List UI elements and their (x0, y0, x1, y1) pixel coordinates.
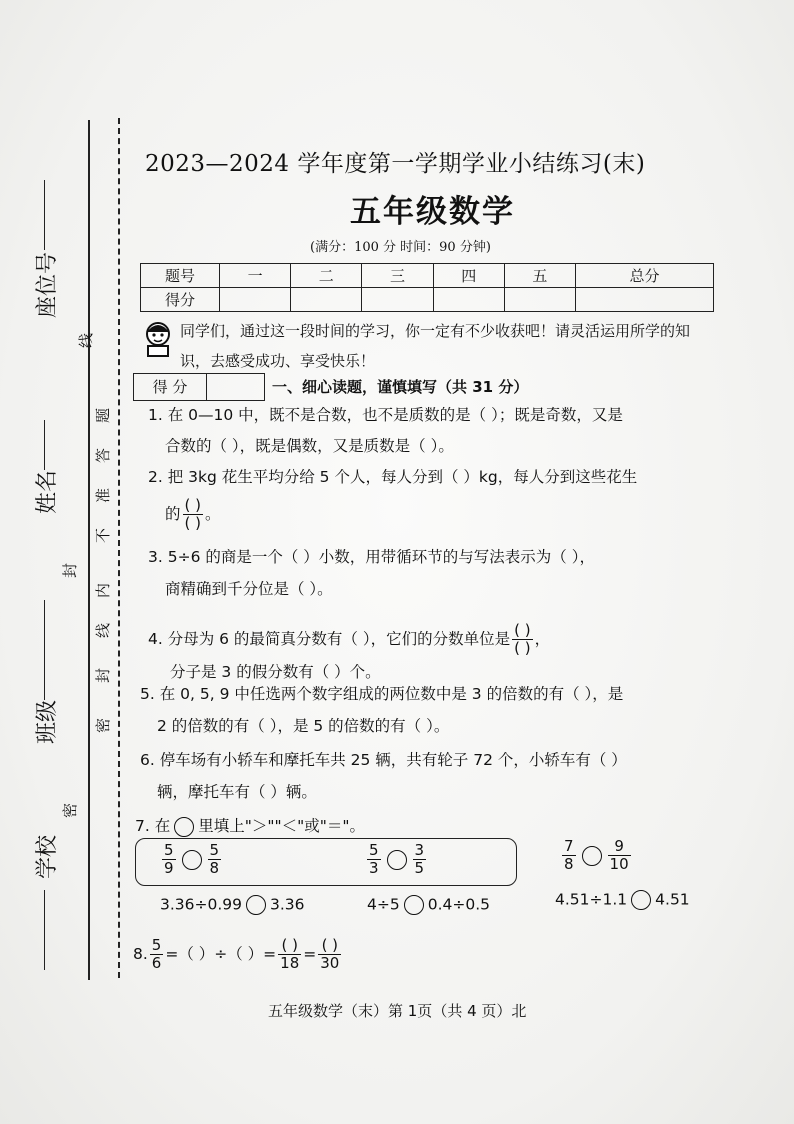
score-input-cell[interactable] (291, 288, 362, 312)
seat-number-line (44, 180, 45, 250)
warning-char-3: 准 (94, 487, 113, 504)
question-6-line2: 辆，摩托车有（ ）辆。 (157, 783, 317, 801)
compare-5-9-vs-5-8: $\frac{5}{9}$ $\frac{5}{8}$ (164, 841, 220, 877)
question-7-instruction: 里填上"＞""＜"或"＝"。 (198, 817, 365, 835)
question-4-line1: 4. 分母为 6 的最简真分数有（ ），它们的分数单位是 $\frac{( )}{( )}$ ， (148, 621, 551, 657)
warning-char-8: 密 (94, 717, 113, 734)
warning-char-2: 答 (94, 447, 113, 464)
warning-char-7: 封 (94, 667, 113, 684)
student-mascot-icon (138, 318, 178, 358)
question-5-line1: 5. 在 0, 5, 9 中任选两个数字组成的两位数中是 3 的倍数的有（ ），是 (140, 685, 624, 703)
score-table-cell: 一 (220, 264, 291, 288)
class-label: 班级 (35, 700, 60, 745)
compare-7-8-vs-9-10: $\frac{7}{8}$ $\frac{9}{10}$ (564, 837, 629, 873)
answer-circle[interactable] (246, 895, 266, 915)
score-table-cell: 题号 (141, 264, 220, 288)
seal-char-seal: 封 (61, 562, 80, 579)
score-table-header-row (141, 264, 714, 288)
answer-fraction-blank[interactable]: $\frac{( )}{( )}$ (184, 496, 201, 532)
section1-score-label: 得 分 (134, 374, 207, 400)
school-line (44, 890, 45, 970)
subject-title: 五年级数学 (350, 194, 515, 230)
score-input-cell[interactable] (504, 288, 575, 312)
compare-5-3-vs-3-5: $\frac{5}{3}$ $\frac{3}{5}$ (369, 841, 425, 877)
seal-char-line: 线 (77, 332, 96, 349)
question-5-line2: 2 的倍数的有（ ），是 5 的倍数的有（ ）。 (157, 717, 450, 735)
score-table-cell: 五 (504, 264, 575, 288)
answer-circle[interactable] (582, 846, 602, 866)
section1-score-input[interactable] (207, 374, 264, 400)
score-input-cell[interactable] (433, 288, 504, 312)
section1-title: 一、细心读题，谨慎填写（共 31 分） (272, 378, 529, 396)
warning-char-1: 题 (94, 407, 113, 424)
score-table-cell: 三 (362, 264, 433, 288)
score-input-cell[interactable] (220, 288, 291, 312)
score-input-cell[interactable] (362, 288, 433, 312)
seal-char-secret: 密 (61, 802, 80, 819)
school-label: 学校 (35, 835, 60, 880)
question-7-line1 (135, 814, 365, 837)
score-table-score-row (141, 288, 714, 312)
question-1-line2: 合数的（ ），既是偶数，又是质数是（ ）。 (165, 437, 454, 455)
compare-division-b: 4÷5 0.4÷0.5 (367, 895, 491, 914)
score-table-cell: 四 (433, 264, 504, 288)
score-table (140, 263, 714, 312)
warning-char-4: 不 (94, 527, 113, 544)
class-line (44, 600, 45, 700)
warning-char-5: 内 (94, 582, 113, 599)
section1-score-box (133, 373, 265, 401)
seat-number-label: 座位号 (35, 252, 60, 319)
question-2-prefix: 的 (165, 505, 181, 523)
answer-circle[interactable] (404, 895, 424, 915)
answer-fraction-blank[interactable]: $\frac{( )}{30}$ (320, 936, 340, 972)
answer-circle[interactable] (631, 890, 651, 910)
answer-fraction-blank[interactable]: $\frac{( )}{18}$ (280, 936, 300, 972)
name-label: 姓名 (35, 470, 60, 515)
score-table-cell: 二 (291, 264, 362, 288)
answer-circle[interactable] (387, 850, 407, 870)
binding-line-outer (88, 120, 90, 980)
question-7-prefix: 7. 在 (135, 817, 171, 835)
question-2-line2: 的 $\frac{( )}{( )}$ 。 (165, 496, 221, 532)
name-line (44, 420, 45, 470)
question-4-text: 4. 分母为 6 的最简真分数有（ ），它们的分数单位是 (148, 630, 511, 648)
question-6-line1: 6. 停车场有小轿车和摩托车共 25 辆，共有轮子 72 个，小轿车有（ ） (140, 751, 627, 769)
question-1-line1: 1. 在 0—10 中，既不是合数，也不是质数的是（ ）；既是奇数，又是 (148, 406, 623, 424)
score-time-info: (满分：100 分 时间：90 分钟) (310, 240, 491, 255)
binding-line-inner (118, 118, 120, 978)
question-3-line2: 商精确到千分位是（ ）。 (165, 580, 333, 598)
question-2-line1: 2. 把 3kg 花生平均分给 5 个人，每人分到（ ）kg，每人分到这些花生 (148, 468, 638, 486)
question-8: 8. $\frac{5}{6}$ =（ ）÷（ ）= $\frac{( )}{18}$ = $\frac{( )}{30}$ (133, 936, 340, 972)
exam-title: 2023—2024 学年度第一学期学业小结练习(末) (145, 151, 646, 177)
intro-text: 同学们，通过这一段时间的学习，你一定有不少收获吧！请灵活运用所学的知识，去感受成功、享受快乐！ (180, 322, 691, 370)
question-3-line1: 3. 5÷6 的商是一个（ ）小数，用带循环节的与写法表示为（ ）， (148, 548, 595, 566)
answer-circle[interactable] (182, 850, 202, 870)
score-row-label: 得分 (141, 288, 220, 312)
score-input-cell[interactable] (576, 288, 714, 312)
score-table-cell: 总分 (576, 264, 714, 288)
warning-char-6: 线 (94, 622, 113, 639)
circle-marker-icon (174, 817, 194, 837)
compare-division-c: 4.51÷1.1 4.51 (555, 890, 690, 909)
unit-fraction-blank[interactable]: $\frac{( )}{( )}$ (514, 621, 531, 657)
question-4-line2: 分子是 3 的假分数有（ ）个。 (170, 663, 381, 681)
compare-division-a: 3.36÷0.99 3.36 (160, 895, 305, 914)
page-footer: 五年级数学（末）第 1页（共 4 页）北 (268, 1002, 527, 1020)
